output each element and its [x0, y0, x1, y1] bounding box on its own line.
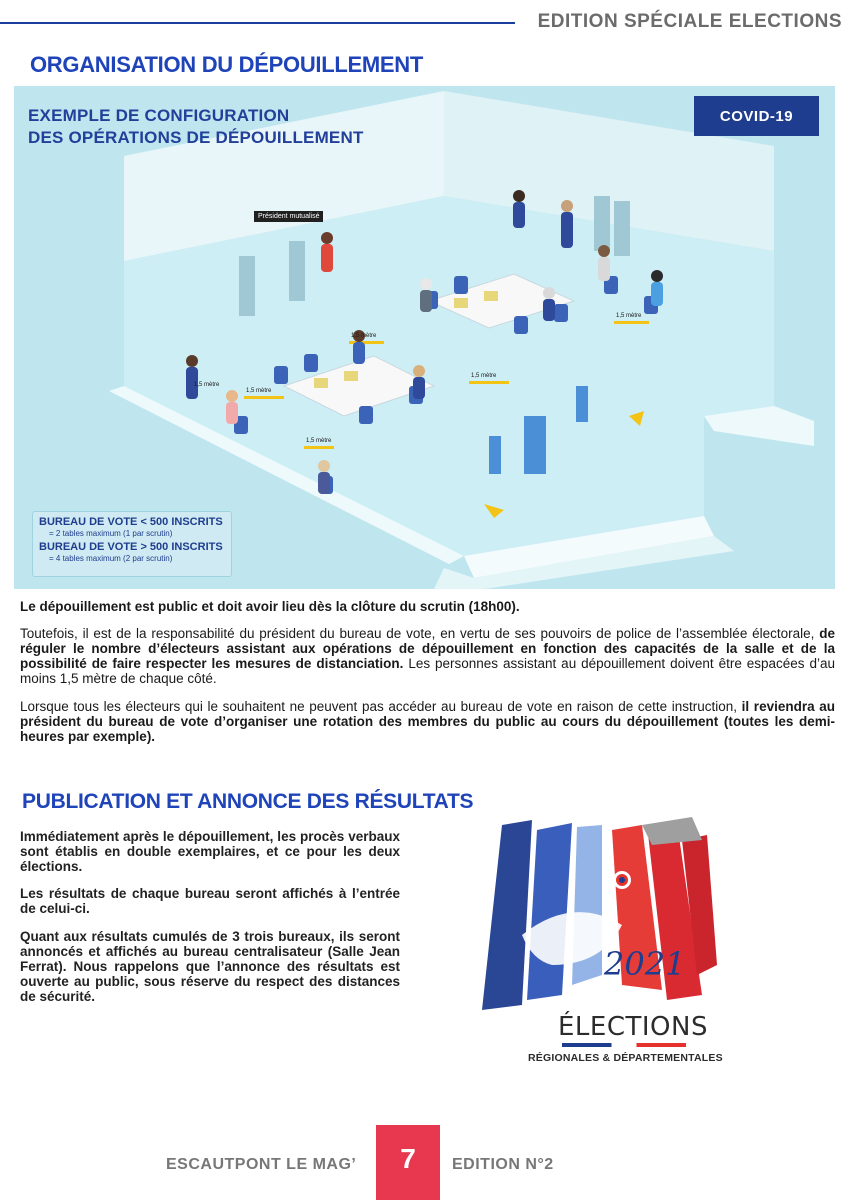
header-rule [0, 22, 515, 24]
legend-title: BUREAU DE VOTE > 500 INSCRITS [39, 541, 223, 553]
distance-label: 1,5 mètre [306, 438, 332, 444]
distance-label: 1,5 mètre [471, 373, 497, 379]
paragraph-centralized: Quant aux résultats cumulés de 3 trois bureaux, ils seront annoncés et affichés au bureau centralisateur (Salle Jean Ferrat). Nous rappelons que l’annonce des résultats est ouverte au public, sous réserve du respect des distances de sécurité. [20, 929, 400, 1004]
covid-badge: COVID-19 [694, 96, 819, 136]
window [239, 256, 255, 316]
distance-label: 1,5 mètre [246, 388, 272, 394]
paragraph-text: Le dépouillement est public et doit avoir lieu dès la clôture du scrutin (18h00). [20, 599, 520, 614]
legend-sub: = 4 tables maximum (2 par scrutin) [49, 554, 173, 563]
paragraph-rotation [20, 699, 835, 744]
paragraph-text: Les personnes assistant au dépouillement doivent être espacées d’au moins 1,5 mètre de chaque côté. [20, 656, 835, 686]
paragraph-public-counting [20, 599, 835, 614]
logo-tricolor-underline [562, 1043, 686, 1047]
footer-magazine: ESCAUTPONT LE MAG’ [166, 1156, 357, 1173]
distance-label: 1,5 mètre [616, 313, 642, 319]
paragraph-text-bold: il reviendra au président du bureau de vote d’organiser une rotation des membres du public au cours du dépouillement (toutes les demi-heures par exemple). [20, 699, 835, 744]
section-title-publication: PUBLICATION ET ANNONCE DES RÉSULTATS [22, 790, 474, 813]
section-title-depouillement: ORGANISATION DU DÉPOUILLEMENT [30, 52, 424, 77]
logo-subtitle: RÉGIONALES & DÉPARTEMENTALES [528, 1052, 723, 1064]
legend-title: BUREAU DE VOTE < 500 INSCRITS [39, 516, 223, 528]
edition-label: EDITION SPÉCIALE ELECTIONS [537, 11, 842, 32]
distance-label: 1,5 mètre [194, 382, 220, 388]
paragraph-display: Les résultats de chaque bureau seront affichés à l’entrée de celui-ci. [20, 886, 400, 916]
footer-page-number: 7 [376, 1125, 440, 1200]
paragraph-text-bold: de réguler le nombre d’électeurs assistant aux opérations de dépouillement en fonction des capacités de la salle et de la possibilité de faire respecter les mesures de distanciation. [20, 626, 835, 671]
paragraph-president-responsibility [20, 626, 835, 686]
illustration-title-line1: EXEMPLE DE CONFIGURATION [28, 106, 290, 125]
window [594, 196, 610, 251]
president-tag: Président mutualisé [254, 211, 323, 222]
paragraph-text: Lorsque tous les électeurs qui le souhaitent ne peuvent pas accéder au bureau de vote en raison de cette instruction, [20, 699, 742, 714]
paragraph-pv: Immédiatement après le dépouillement, les procès verbaux sont établis en double exemplaires, et ce pour les deux élections. [20, 829, 400, 874]
capacity-legend [32, 511, 232, 577]
logo-word: ÉLECTIONS [558, 1012, 708, 1042]
counting-room-illustration [14, 86, 835, 589]
paragraph-text: Toutefois, il est de la responsabilité du président du bureau de vote, en vertu de ses pouvoirs de police de l’assemblée électorale, [20, 626, 820, 641]
window [614, 201, 630, 256]
footer-edition: EDITION N°2 [452, 1156, 554, 1173]
legend-sub: = 2 tables maximum (1 par scrutin) [49, 529, 173, 538]
logo-year: 2021 [604, 945, 686, 983]
illustration-title [28, 105, 364, 149]
illustration-title-line2: DES OPÉRATIONS DE DÉPOUILLEMENT [28, 128, 364, 147]
distance-label: 1,5 mètre [351, 333, 377, 339]
voting-machine [524, 416, 546, 474]
window [289, 241, 305, 301]
